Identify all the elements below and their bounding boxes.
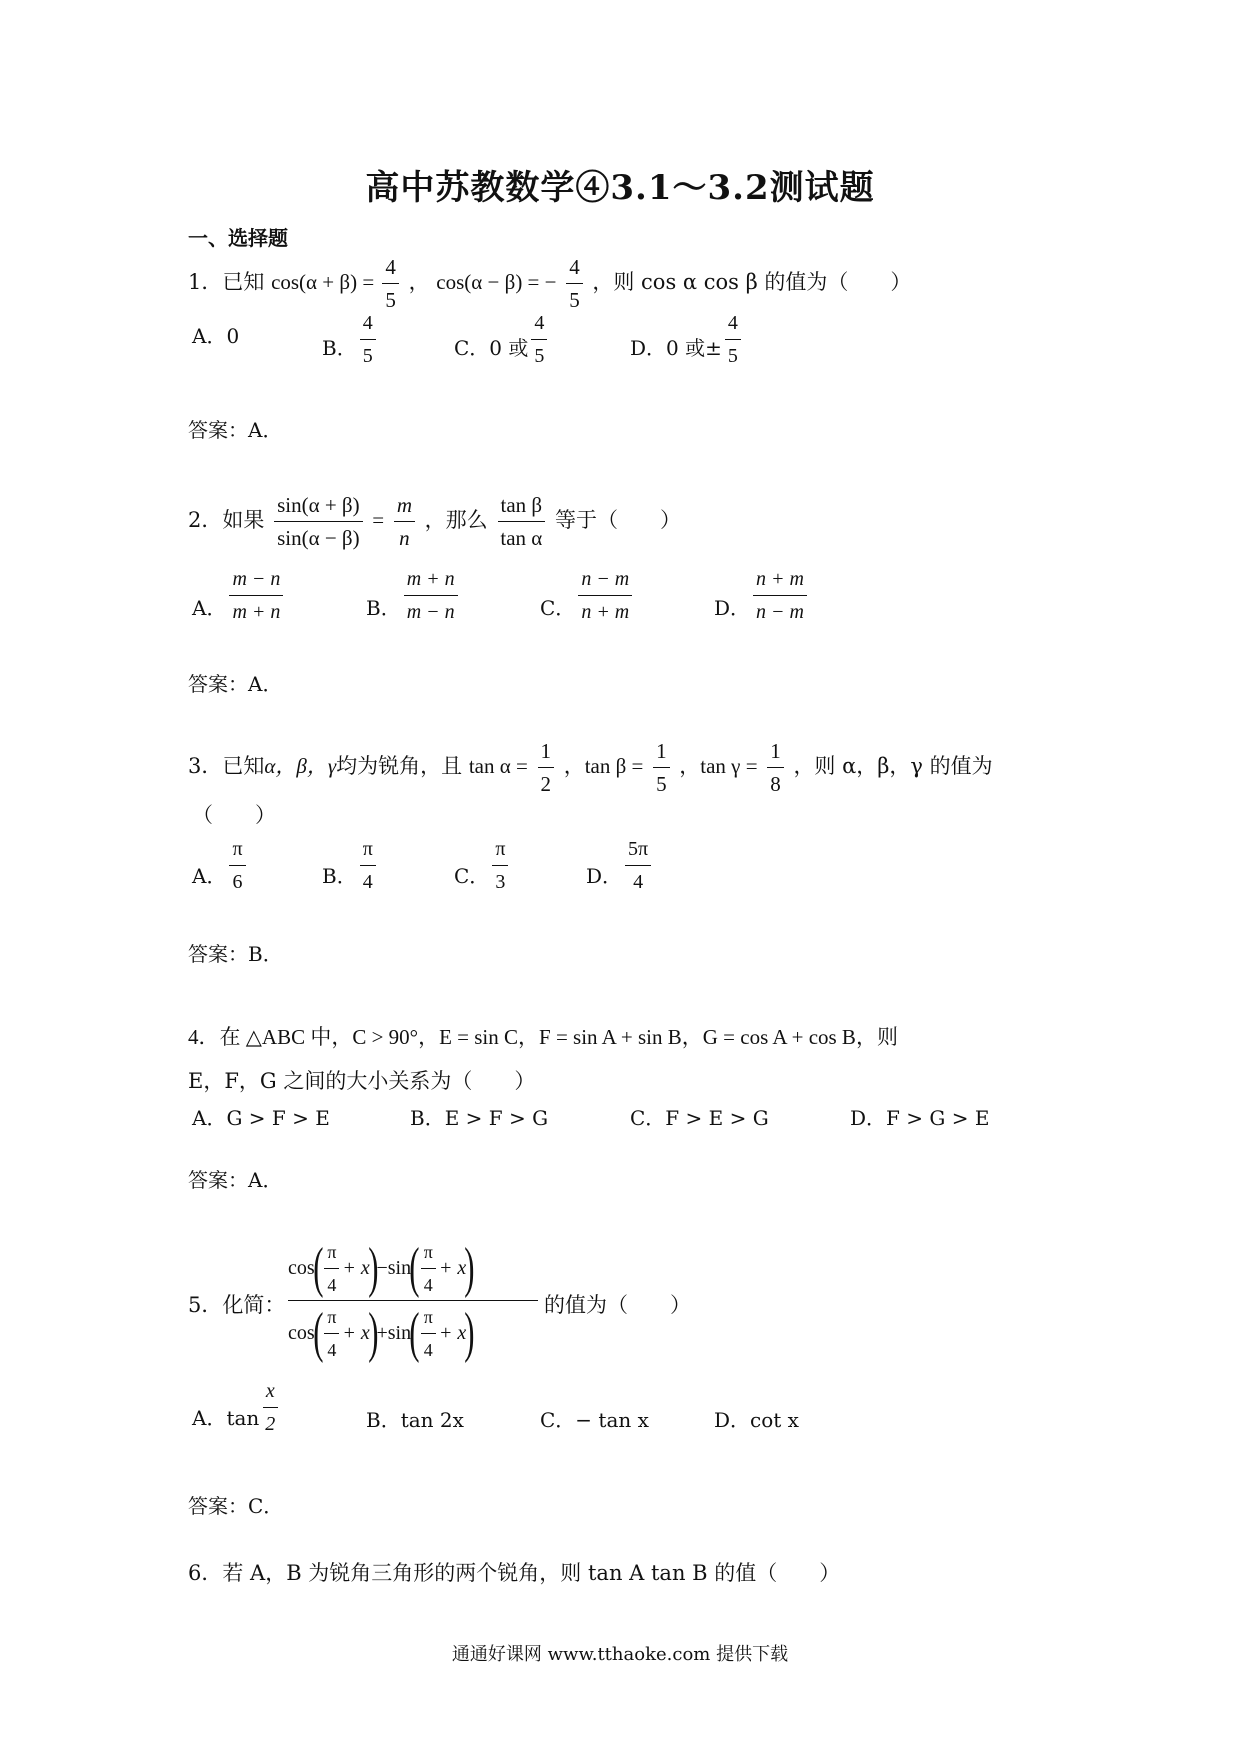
section-heading: 一、选择题	[188, 226, 288, 250]
q4-line1: 4．在 △ABC 中，C > 90°，E = sin C，F = sin A + sin B，G = cos A + cos B，则	[188, 1025, 898, 1049]
q3-answer: 答案：B．	[188, 942, 283, 966]
q5-option-a: A．tan $\frac{x}{2}$	[192, 1388, 281, 1451]
q4-option-a: A．G > F > E	[192, 1106, 330, 1130]
q4-option-d: D．F > G > E	[850, 1106, 990, 1130]
page-footer: 通通好课网 www.tthaoke.com 提供下载	[451, 1644, 789, 1665]
q2-option-b: B． $\frac{m + n}{m - n}$	[366, 578, 461, 641]
q2-option-d: D． $\frac{n + m}{n - m}$	[714, 578, 810, 641]
q4-option-b: B．E > F > G	[410, 1106, 549, 1130]
q3-option-d: D． $\frac{5\pi}{4}$	[586, 846, 654, 909]
q5-option-b: B．tan 2x	[366, 1408, 464, 1432]
q5-option-d: D．cot x	[714, 1408, 799, 1432]
q3-option-c: C． $\frac{\pi}{3}$	[454, 846, 511, 909]
q2-frac2: $\frac{m}{n}$	[394, 490, 415, 553]
question-6: 6．若 A，B 为锐角三角形的两个锐角，则 tan A tan B 的值（ ）	[188, 1561, 841, 1585]
q2-option-c: C． $\frac{n - m}{n + m}$	[540, 578, 635, 641]
q5-fraction	[288, 1236, 538, 1365]
q5-numerator: cos ( $\frac{\pi}{4}$ + x ) − sin ( $\frac{\pi}{4}$ + x )	[288, 1237, 475, 1299]
q1-option-b: B． $\frac{4}{5}$	[322, 318, 379, 381]
q4-line2: E，F，G 之间的大小关系为（ ）	[188, 1069, 536, 1093]
q4-answer: 答案：A．	[188, 1168, 283, 1192]
q3-option-a: A． $\frac{\pi}{6}$	[192, 846, 249, 909]
q5-answer: 答案：C．	[188, 1494, 284, 1518]
q2-option-a: A． $\frac{m - n}{m + n}$	[192, 578, 286, 641]
q1-option-c: C．0 或 $\frac{4}{5}$	[454, 318, 550, 381]
q2-answer: 答案：A．	[188, 672, 283, 696]
page-title: 高中苏教数学④3.1～3.2测试题	[365, 168, 875, 208]
q1-number: 1．已知	[188, 270, 265, 294]
q3-paren: （ ）	[192, 803, 276, 827]
q5-denominator: cos ( $\frac{\pi}{4}$ + x ) + sin ( $\frac{\pi}{4}$ + x )	[288, 1302, 475, 1364]
q1-answer: 答案：A．	[188, 418, 283, 442]
question-1: 1．已知 cos(α + β) = $\frac{4}{5}$ ， cos(α − β) = − $\frac{4}{5}$ ，则 cos α cos β 的值为（ ）	[188, 252, 911, 315]
q1-option-a: A．0	[192, 324, 240, 348]
q1-option-d: D．0 或± $\frac{4}{5}$	[630, 318, 744, 381]
q1-frac1: $\frac{4}{5}$	[382, 252, 399, 315]
q3-option-b: B． $\frac{\pi}{4}$	[322, 846, 379, 909]
q4-option-c: C．F > E > G	[630, 1106, 769, 1130]
q1-tail: ，则 cos α cos β 的值为（ ）	[592, 270, 912, 294]
question-3: 3．已知α，β，γ均为锐角，且 tan α = $\frac{1}{2}$ ，tan β = $\frac{1}{5}$ ，tan γ = $\frac{1}{8}$ ，则 α，β，γ 的值为	[188, 736, 993, 799]
q1-expr2: cos(α − β) = −	[436, 270, 557, 294]
q5-tail: 的值为（ ）	[544, 1293, 691, 1317]
question-2: 2．如果 $\frac{\sin(\alpha + \beta)}{\sin(\alpha - \beta)}$ = $\frac{m}{n}$ ，那么 $\frac{\text{tan β}}{\text{tan α}}$ 等于（ ）	[188, 490, 681, 553]
q2-frac3: $\frac{\text{tan β}}{\text{tan α}}$	[497, 490, 545, 553]
q2-frac1: $\frac{\sin(\alpha + \beta)}{\sin(\alpha - \beta)}$	[274, 490, 363, 553]
q1-frac2: $\frac{4}{5}$	[566, 252, 583, 315]
q5-number: 5．化简：	[188, 1293, 286, 1317]
q1-expr1: cos(α + β) =	[271, 270, 380, 294]
q5-option-c: C．− tan x	[540, 1408, 649, 1432]
